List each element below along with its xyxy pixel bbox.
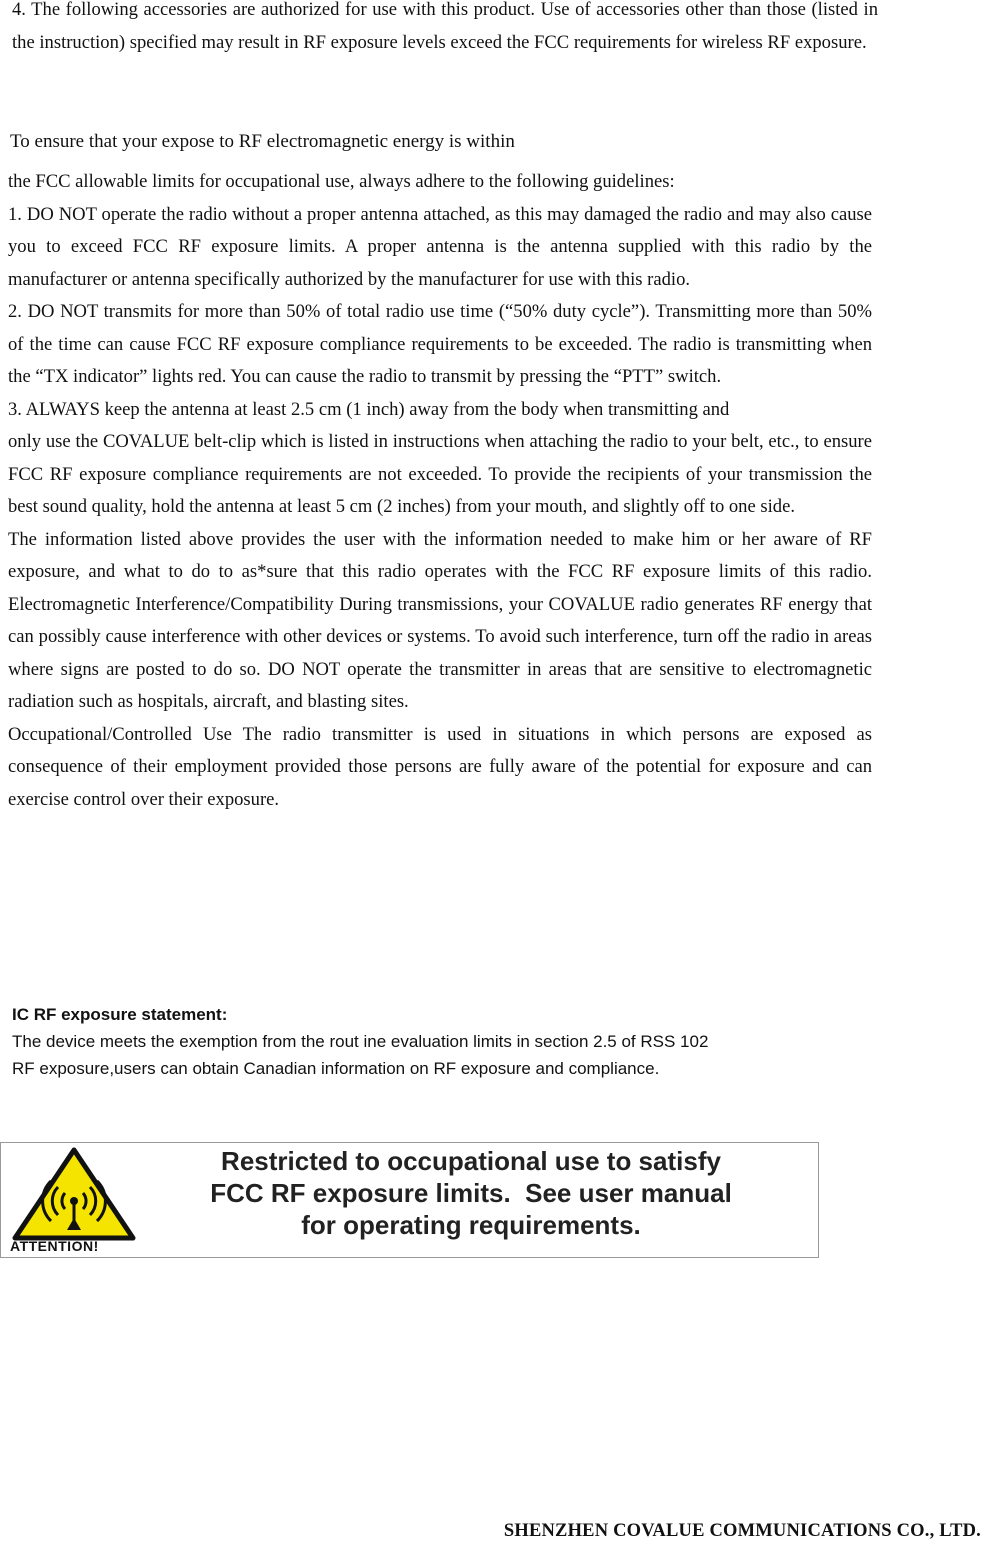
sign-line-3: for operating requirements. <box>301 1210 641 1240</box>
guideline-item-3-first-line: 3. ALWAYS keep the antenna at least 2.5 cm (1 inch) away from the body when transmitting and <box>8 398 730 420</box>
footer-company: SHENZHEN COVALUE COMMUNICATIONS CO., LTD. <box>503 1521 981 1541</box>
radiation-warning-icon <box>9 1146 139 1242</box>
guideline-item-1: 1. DO NOT operate the radio without a proper antenna attached, as this may damaged the radio and may also cause you to exceed FCC RF exposure limits. A proper antenna is the antenna supplied with this radio by the manufacturer or antenna specifically authorized by the manufacturer for use with this radio. <box>8 203 872 290</box>
paragraph-information: The information listed above provides the user with the information needed to make him or her aware of RF exposure, and what to do to as*sure that this radio operates with the FCC RF exposure limits of this radio. Electromagnetic Interference/Compatibility During transmissions, your COVALUE radio generates RF energy that can possibly cause interference with other devices or systems. To avoid such interference, turn off the radio in areas where signs are posted to do so. DO NOT operate the transmitter in areas that are sensitive to electromagnetic radiation such as hospitals, aircraft, and blasting sites. <box>8 528 872 712</box>
ic-line-1: The device meets the exemption from the rout ine evaluation limits in section 2.5 of RSS 102 <box>12 1032 709 1051</box>
sign-line-1: Restricted to occupational use to satisfy <box>221 1146 721 1176</box>
sign-text <box>151 1145 791 1241</box>
paragraph-accessories: 4. The following accessories are authorized for use with this product. Use of accessories other than those (listed in the instruction) specified may result in RF exposure levels exceed the FCC requirements for wireless RF exposure. <box>12 0 878 53</box>
paragraph-occupational: Occupational/Controlled Use The radio transmitter is used in situations in which persons are exposed as consequence of their employment provided those persons are fully aware of the potential for exposure and can exercise control over their exposure. <box>8 723 872 810</box>
guideline-item-3-rest: only use the COVALUE belt-clip which is listed in instructions when attaching the radio to your belt, etc., to ensure FCC RF exposure compliance requirements are not exceeded. To provide the recipients of your transmission the best sound quality, hold the antenna at least 5 cm (2 inches) from your mouth, and slightly off to one side. <box>8 431 872 517</box>
ic-statement <box>12 1002 892 1082</box>
guideline-item-2: 2. DO NOT transmits for more than 50% of total radio use time (“50% duty cycle”). Transmitting more than 50% of the time can cause FCC RF exposure compliance requirements to be exceeded. The radio is transmitting when the “TX indicator” lights red. You can cause the radio to transmit by pressing the “PTT” switch. <box>8 301 872 387</box>
guidelines-intro: the FCC allowable limits for occupational use, always adhere to the following guidelines: <box>8 171 675 192</box>
attention-sign <box>0 1142 819 1258</box>
paragraph-ensure-line: To ensure that your expose to RF electromagnetic energy is within <box>10 131 515 152</box>
guidelines-section <box>8 166 872 816</box>
sign-line-2: FCC RF exposure limits. See user manual <box>210 1178 732 1208</box>
ic-line-2: RF exposure,users can obtain Canadian information on RF exposure and compliance. <box>12 1059 660 1078</box>
attention-label: ATTENTION! <box>10 1238 99 1254</box>
ic-heading: IC RF exposure statement: <box>12 1005 228 1024</box>
